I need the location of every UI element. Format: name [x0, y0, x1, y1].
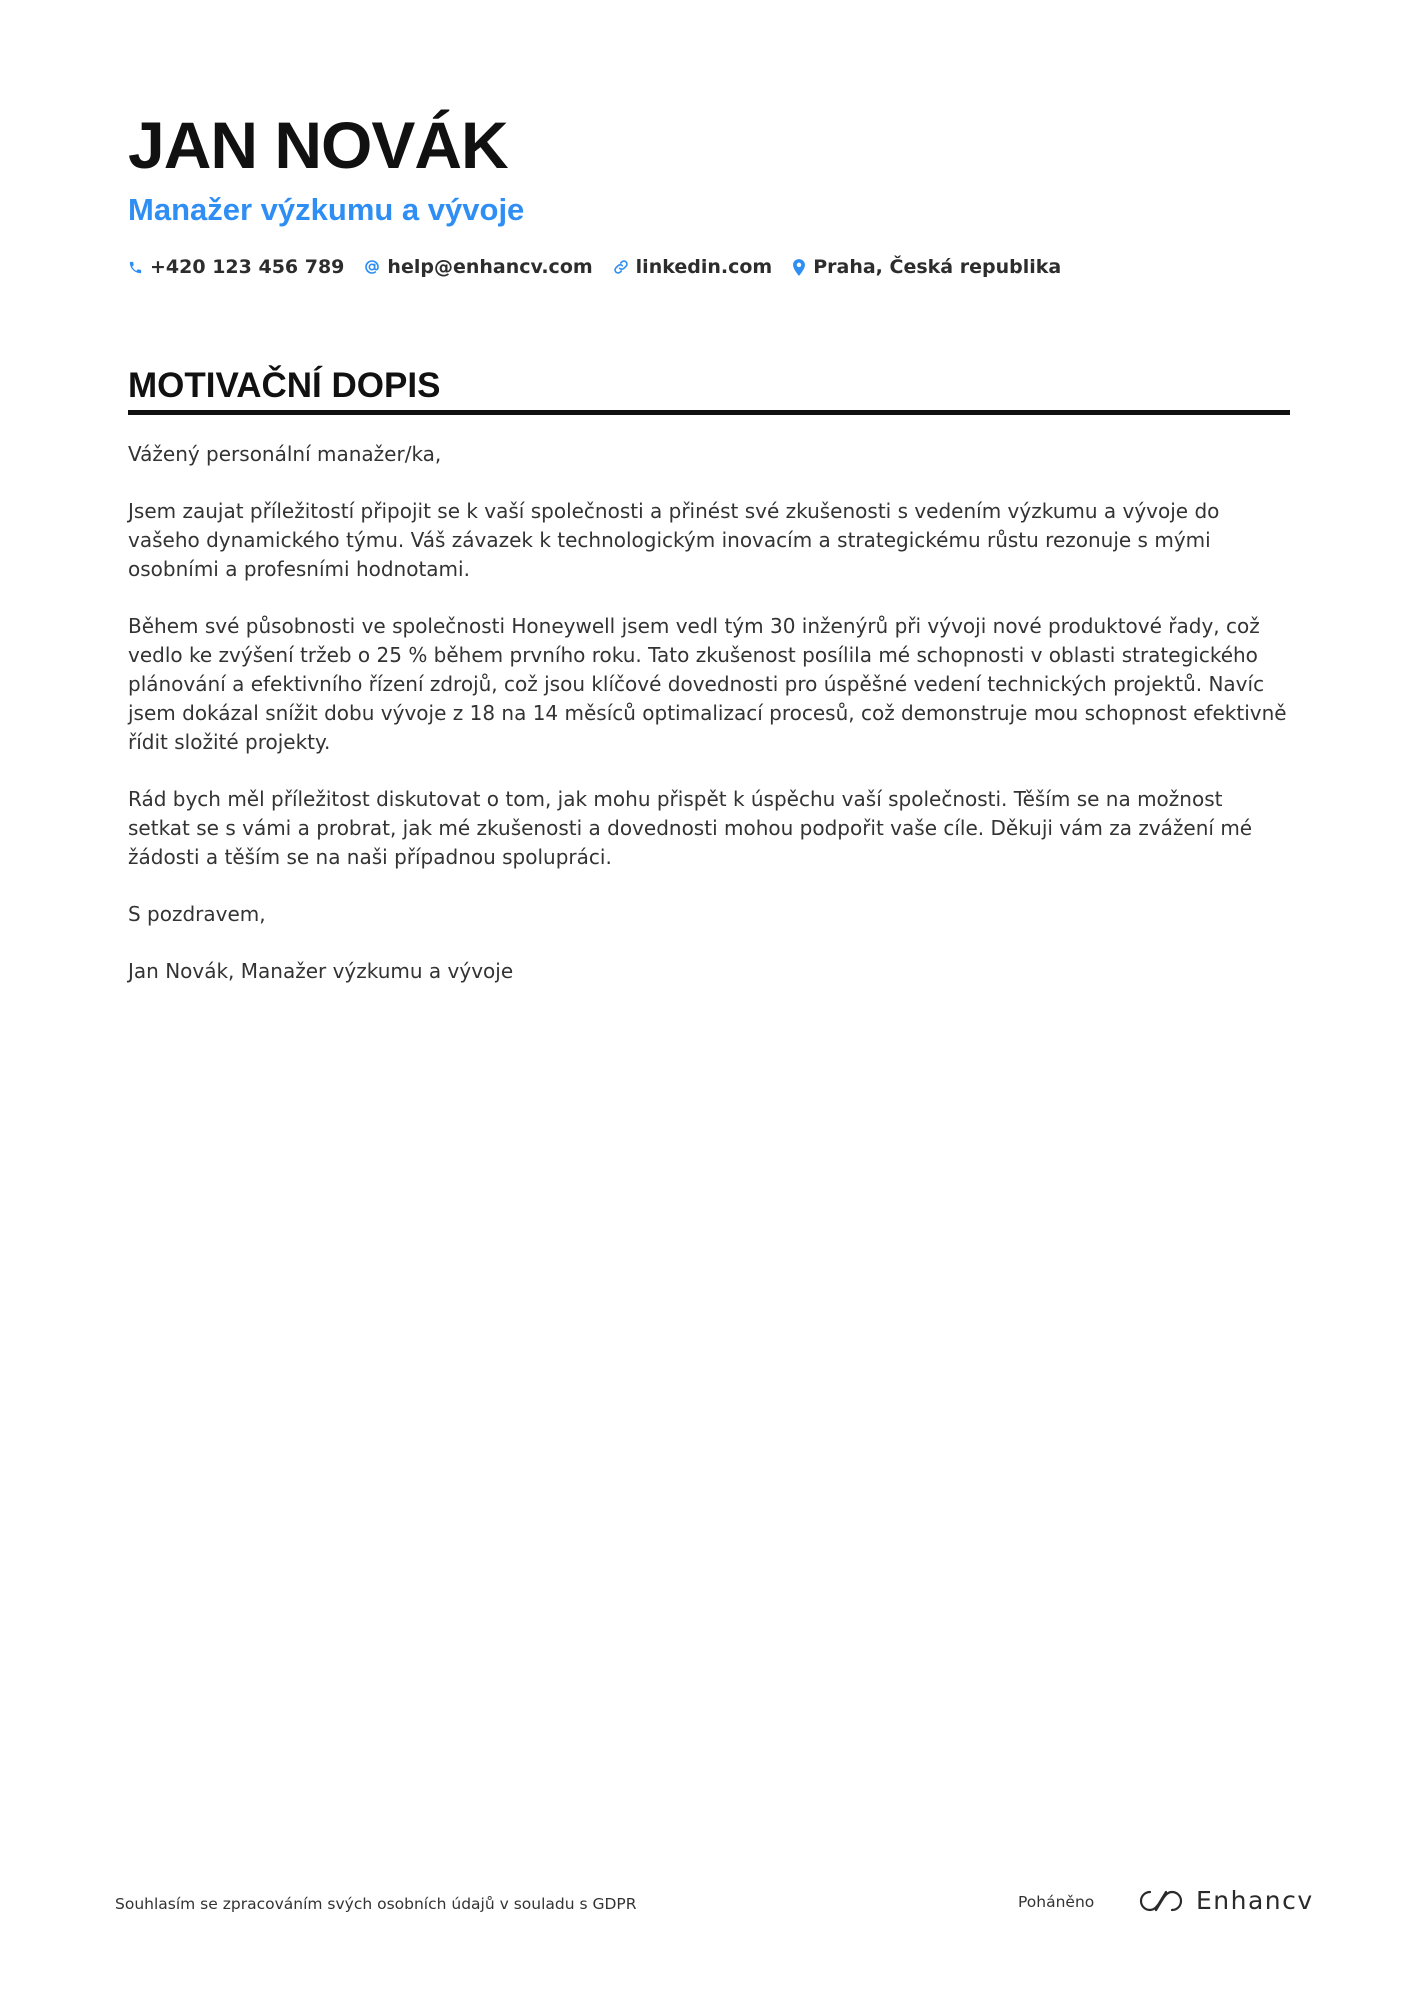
letter-salutation: Vážený personální manažer/ka,	[128, 442, 442, 466]
letter-body	[128, 440, 1290, 1014]
section-divider	[128, 410, 1290, 415]
letter-paragraph: Během své působnosti ve společnosti Honeywell jsem vedl tým 30 inženýrů při vývoji nové produktové řady, což vedlo ke zvýšení tržeb o 25 % během prvního roku. Tato zkušenost posílila mé schopnosti v oblasti strategického plánování a efektivního řízení zdrojů, což jsou klíčové dovednosti pro úspěšné vedení technických projektů. Navíc jsem dokázal snížit dobu vývoje z 18 na 14 měsíců optimalizací procesů, což demonstruje mou schopnost efektivně řídit složité projekty.	[128, 614, 1287, 754]
letter-paragraph: Jsem zaujat příležitostí připojit se k vaší společnosti a přinést své zkušenosti s vedením výzkumu a vývoje do vašeho dynamického týmu. Váš závazek k technologickým inovacím a strategickému růstu rezonuje s mými osobními a profesními hodnotami.	[128, 499, 1220, 581]
at-icon	[364, 259, 380, 275]
job-title: Manažer výzkumu a vývoje	[128, 192, 525, 227]
contact-linkedin-text: linkedin.com	[635, 256, 773, 278]
contact-linkedin[interactable]	[613, 252, 773, 282]
applicant-name: JAN NOVÁK	[128, 108, 508, 182]
brand-name: Enhancv	[1196, 1886, 1314, 1915]
contact-bar	[128, 252, 1061, 282]
letter-signature: Jan Novák, Manažer výzkumu a vývoje	[128, 959, 514, 983]
contact-phone-text: +420 123 456 789	[150, 256, 345, 278]
section-title: MOTIVAČNÍ DOPIS	[128, 366, 441, 405]
letter-closing: S pozdravem,	[128, 902, 266, 926]
contact-location	[792, 252, 1061, 282]
location-pin-icon	[792, 259, 806, 276]
contact-email[interactable]	[364, 252, 592, 282]
phone-icon	[128, 260, 143, 275]
powered-by-label: Poháněno	[1018, 1893, 1095, 1911]
contact-phone[interactable]	[128, 252, 344, 282]
contact-location-text: Praha, Česká republika	[813, 256, 1062, 278]
contact-email-text: help@enhancv.com	[387, 256, 593, 278]
letter-paragraph: Rád bych měl příležitost diskutovat o tom, jak mohu přispět k úspěchu vaší společnosti. Těším se na možnost setkat se s vámi a probrat, jak mé zkušenosti a dovednosti mohou podpořit vaše cíle. Děkuji vám za zvážení mé žádosti a těším se na naši případnou spolupráci.	[128, 787, 1253, 869]
brand-logo[interactable]	[1138, 1886, 1314, 1916]
gdpr-consent-note: Souhlasím se zpracováním svých osobních údajů v souladu s GDPR	[115, 1895, 637, 1913]
enhancv-logo-icon	[1138, 1888, 1184, 1914]
link-icon	[613, 259, 629, 275]
